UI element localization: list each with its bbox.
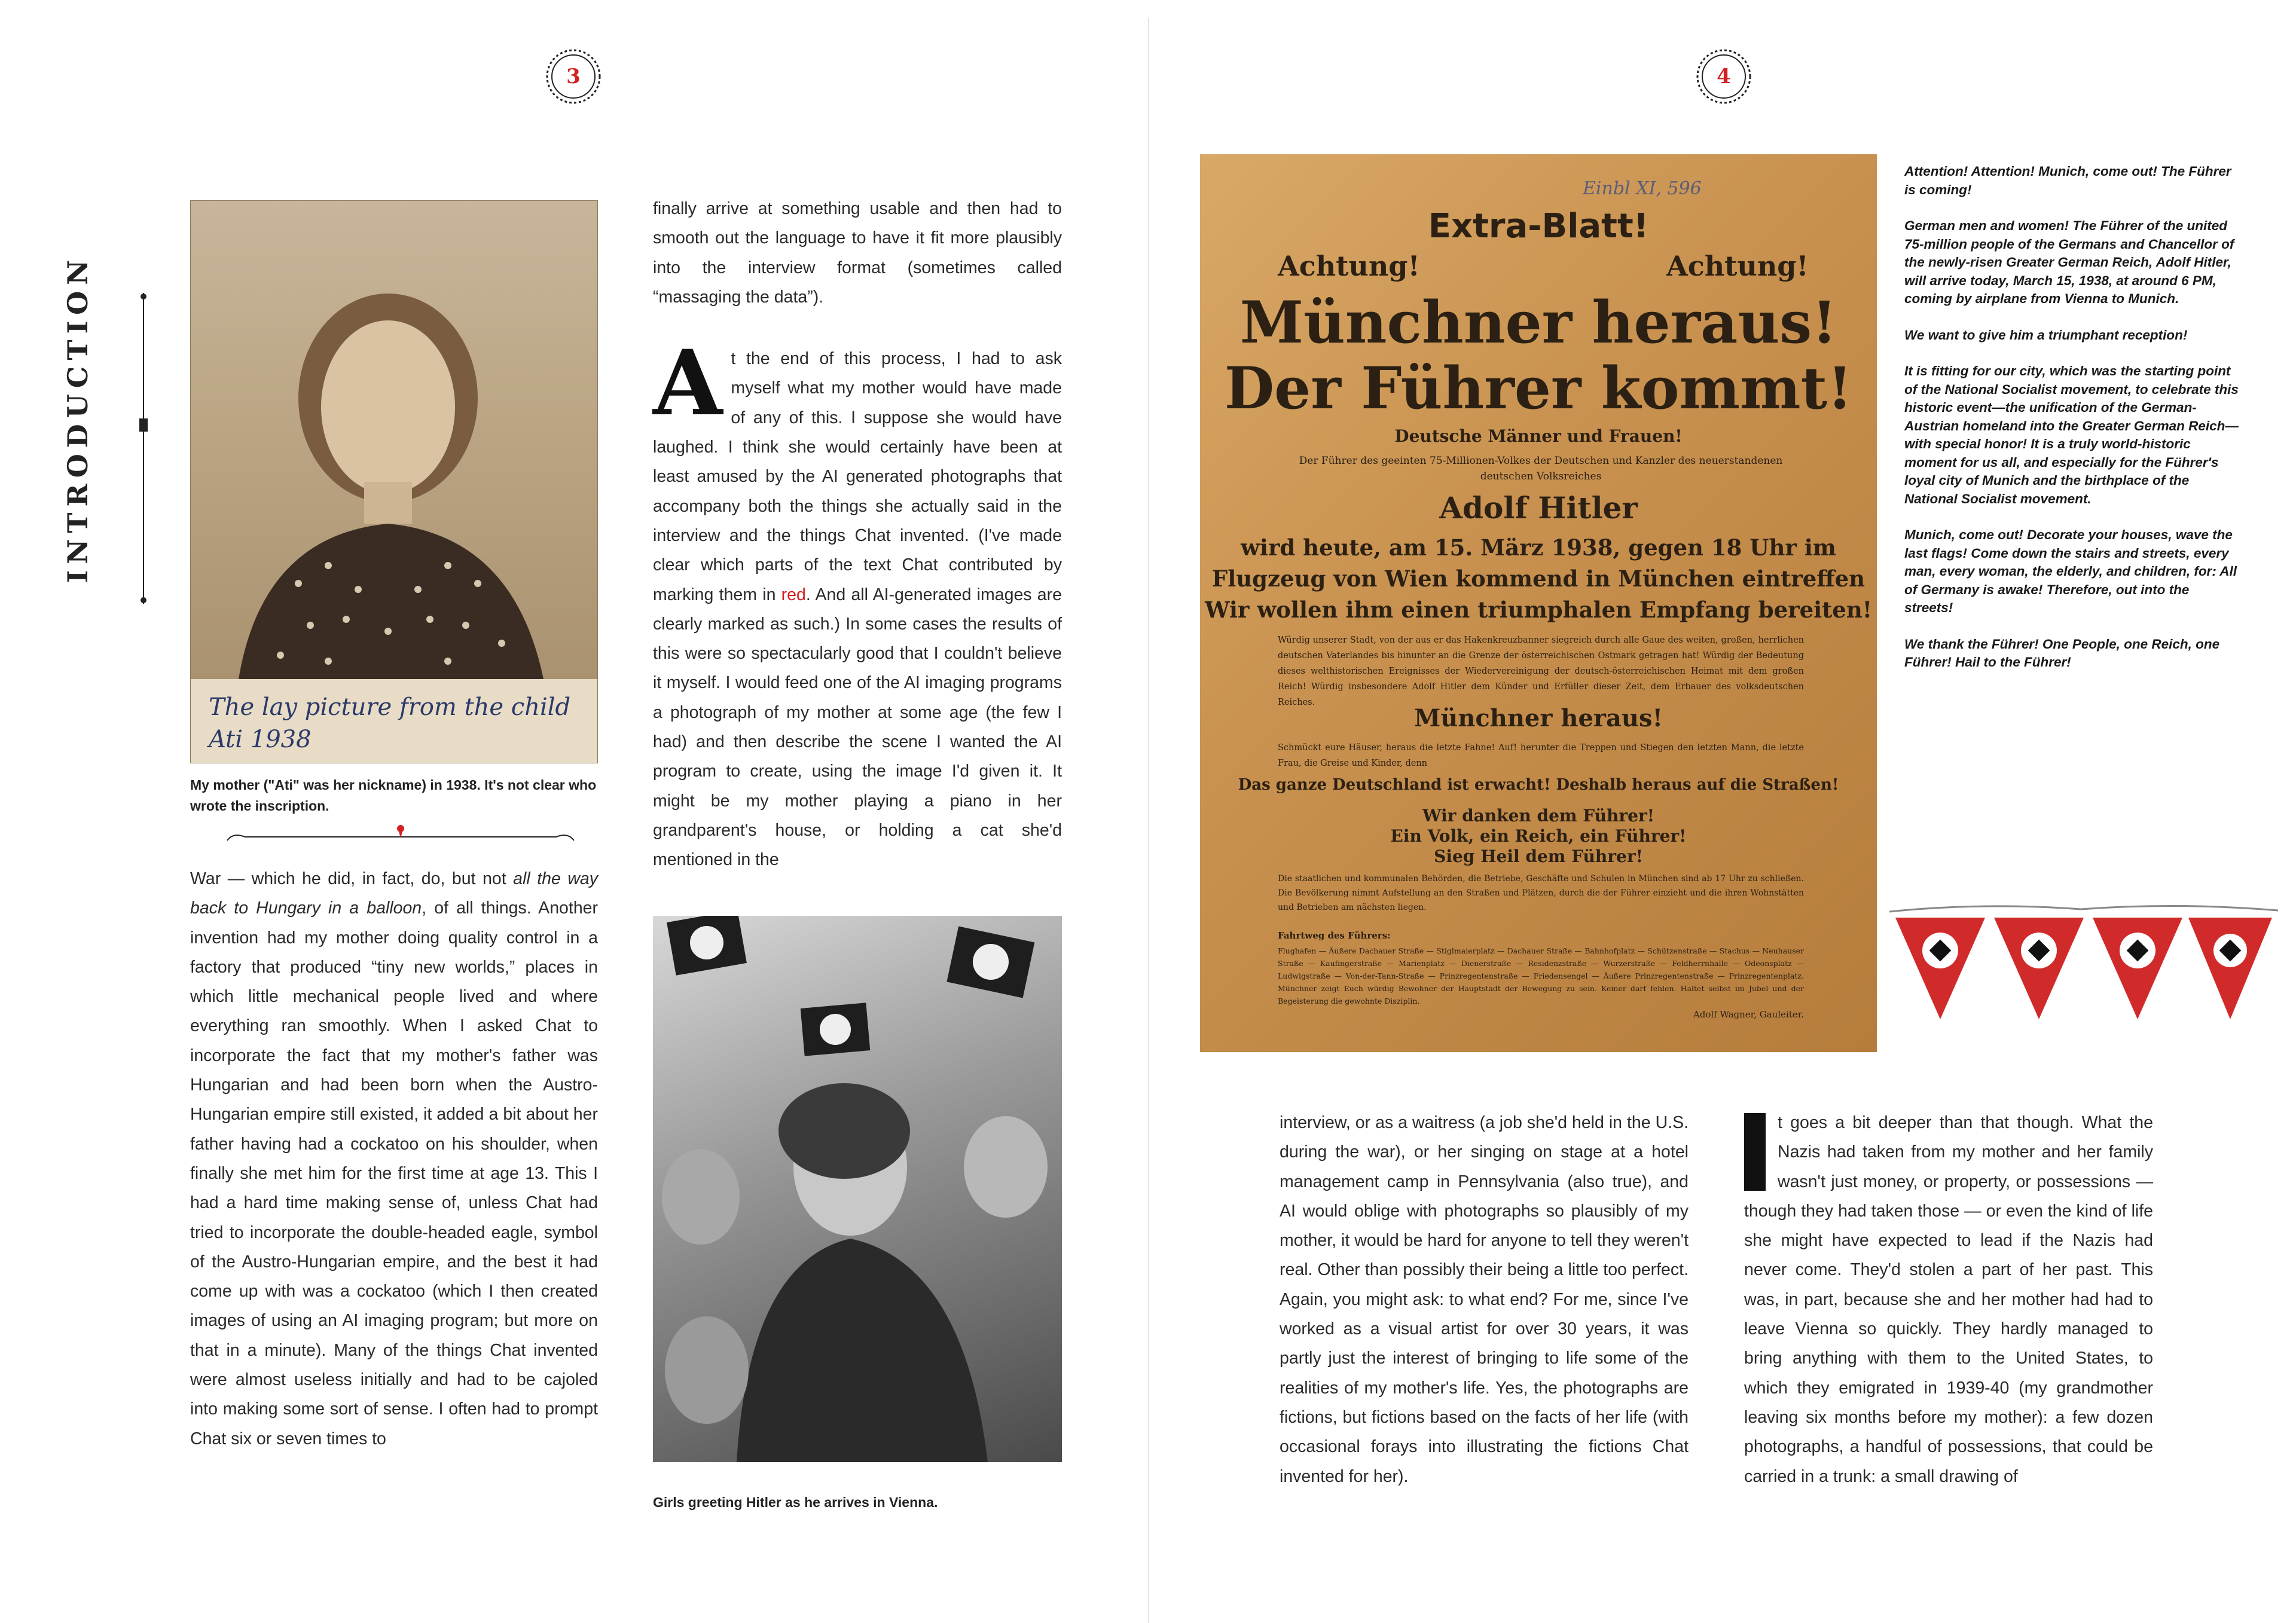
translation-p5: Munich, come out! Decorate your houses, wave the last flags! Come down the stairs and streets, every man, every woman, the elderly, and children, for: All of Germany is awake! Therefore, out into the streets! [1904,527,2237,615]
translation-p6: We thank the Führer! One People, one Reich, one Führer! Hail to the Führer! [1904,636,2220,670]
translation-p1: Attention! Attention! Munich, come out! The Führer is coming! [1904,164,2231,197]
poster-body-2: Schmückt eure Häuser, heraus die letzte Fahne! Auf! herunter die Treppen und Stiegen den letzten Mann, die letzte Frau, die Greise und Kinder, denn [1278,743,1804,768]
divider-ornament-icon [221,824,580,848]
poster-awake: Das ganze Deutschland ist erwacht! Deshalb heraus auf die Straßen! [1238,776,1839,794]
poster-body-1: Würdig unserer Stadt, von der aus er das Hakenkreuzbanner siegreich durch alle Gaue des weiten, großen, herrlichen deutschen Vaterlandes bis hinunter an die Grenze der österreichischen Ostmark getragen hat! Würdig der Bedeutung dieses welthistorischen Ereignisses der Wiedervereinigung der deutsch-österreichischen Heimat mit dem großen Reich! Würdig insbesondere Adolf Hitler dem Künder und Erfüller dieser Zeit, dem Erbauer des volksdeutschen Reiches. [1278,635,1804,707]
poster-body-3: Die staatlichen und kommunalen Behörden, die Betriebe, Geschäfte und Schulen in München sind ab 17 Uhr zu schließen. Die Bevölkerung nimmt Aufstellung an den Straßen und Plätzen, durch die der Führer einzieht und die ihren Wohnstätten und Betrieben am nächsten liegen. [1278,874,1804,912]
translation-p2: German men and women! The Führer of the united 75-million people of the Germans and Chancellor of the newly-risen Greater German Reich, Adolf Hitler, will arrive today, March 15, 1938, at around 6 PM, coming by airplane from Vienna to Munich. [1904,218,2234,306]
poster-thanks: Wir danken dem Führer! Ein Volk, ein Reich, ein Führer! Sieg Heil dem Führer! [1390,806,1687,866]
section-title-vertical: INTRODUCTION [62,253,94,583]
portrait-photo-1938 [190,200,598,763]
body-column-1: War — which he did, in fact, do, but not all the way back to Hungary in a balloon, of all things. Another invention had my mother doing quality control in a factory that produced “tiny new worlds,” places in which little mechanical people lived and where everything ran smoothly. When I asked Chat to incorporate the fact that my mother's father was Hungarian and had been born when the Austro-Hungarian empire still existed, it added a bit about her father having had a cockatoo on his shoulder, when finally she met him for the first time at age 13. This I had a hard time making sense of, unless Chat had tried to incorporate the double-headed eagle, symbol of the Austro-Hungarian empire, and the best it had come up with was a cockatoo (which I then created images of using an AI imaging program; but more on that in a minute). Many of the things Chat invented were almost useless initially and had to be cajoled into making some sort of sense. I often had to prompt Chat six or seven times to [190,869,599,1448]
poster-route-label: Fahrtweg des Führers: [1278,930,1391,941]
poster-greeting: Deutsche Männer und Frauen! [1394,426,1683,446]
poster-extra-blatt: Extra-Blatt! [1428,207,1649,246]
poster-arrival: wird heute, am 15. März 1938, gegen 18 Uhr im Flugzeug von Wien kommend in München eintreffen Wir wollen ihm einen triumphalen Empfang bereiten! [1205,534,1872,623]
translation-p3: We want to give him a triumphant reception! [1904,327,2188,343]
crowd-photo-vienna [653,916,1062,1462]
body-column-2 [653,194,1062,875]
poster-name: Adolf Hitler [1439,490,1638,525]
column2-paragraph-1: finally arrive at something usable and then had to smooth out the language to have it fit more plausibly into the interview format (sometimes called “massaging the data”). [653,199,1062,307]
translation-p4: It is fitting for our city, which was the starting point of the National Socialist movement, to celebrate this historic event—the unification of the German-Austrian homeland into the Greater German Reich—with special honor! It is a truly world-historic moment for us all, and especially for the Führer's loyal city of Munich and the birthplace of the National Socialist movement. [1904,363,2239,506]
crowd-waving-flags-icon [653,916,1062,1462]
poster-route: Flughafen — Äußere Dachauer Straße — Stiglmaierplatz — Dachauer Straße — Bahnhofplatz — Schützenstraße — Stachus — Neuhauser Straße — Kaufingerstraße — Marienplatz — Dienerstraße — Residenzstraße — Wurzerstraße — Feldherrnhalle — Odeonsplatz — Ludwigstraße — Von-der-Tann-Straße — Prinzregentenstraße — Friedensengel — Äußere Prinzregentenstraße — Prinzregentenplatz. Münchner zeigt Euch würdig Bewohner der Hauptstadt der Bewegung zu sein. Keiner darf fehlen. Haltet selbst im Jubel und der Begeisterung die gewohnte Disziplin. [1278,946,1804,1005]
poster-headline-1: Münchner heraus! [1239,289,1837,356]
red-word: red [781,585,806,604]
portrait-caption: My mother ("Ati" was her nickname) in 1938. It's not clear who wrote the inscription. [190,777,597,814]
poster-archive-mark: Einbl XI, 596 [1583,178,1702,199]
poster-signature: Adolf Wagner, Gauleiter. [1693,1009,1804,1020]
page-spine [1148,18,1149,1623]
extra-blatt-poster [1200,154,1877,1052]
column2-paragraph-2: At the end of this process, I had to ask myself what my mother would have made of any of this. I suppose she would have laughed. I think she would certainly have been at least amused by the AI generated photographs that accompany both the things she actually said in the interview and the things Chat invented. (I've made clear which parts of the text Chat contributed by marking them in red. And all AI-generated images are clearly marked as such.) In some cases the results of this were so spectacularly good that I couldn't believe it myself. I would feed one of the AI imaging programs a photograph of my mother at some age (the few I had) and then describe the scene I wanted the AI program to create, using the image I'd given it. It might be my mother playing a piano in her grandparent's house, or holding a cat she'd mentioned in the [653,331,1062,870]
girl-portrait-icon [191,201,597,763]
page-number-left: 3 [538,41,609,112]
poster-achtung-left: Achtung! [1278,250,1420,282]
poster-subhead: Münchner heraus! [1413,704,1663,732]
poster-headline-2: Der Führer kommt! [1224,354,1853,422]
poster-intro: Der Führer des geeinten 75-Millionen-Volkes der Deutschen und Kanzler des neuerstandenen deutschen Volksreiches [1299,455,1783,482]
poster-achtung-right: Achtung! [1666,250,1809,282]
red-pennant-flags-icon [1889,900,2278,1028]
crowd-caption: Girls greeting Hitler as he arrives in Vienna. [653,1494,938,1510]
body-column-3: interview, or as a waitress (a job she'd held in the U.S. during the war), or her singing on stage at a hotel management camp in Pennsylvania (also true), and AI would oblige with photographs so plausibly of my mother, it would be hard for anyone to tell they weren't real. Other than possibly their being a little too perfect. Again, you might ask: to what end? For me, since I've worked as a visual artist for over 30 years, it was partly just the interest of bringing to life some of the realities of my mother's life. Yes, the photographs are fictions, but fictions based on the facts of her life (with occasional forays into illustrating the fictions Chat invented for her). [1280,1113,1689,1486]
photo-handwritten-inscription: The lay picture from the child Ati 1938 [209,693,571,753]
page-number-right: 4 [1688,41,1760,112]
body-column-4: t goes a bit deeper than that though. What the Nazis had taken from my mother and her family wasn't just money, or property, or possessions — though they had taken those — or even the kind of life she might have expected to lead if the Nazis had never come. They'd stolen a part of her past. This was, in part, because she and her mother had had to leave Vienna so quickly. They hardly managed to bring anything with them to the United States, to which they emigrated in 1939-40 (my grandmother leaving six months before my mother): a few dozen photographs, a handful of possessions, that could be carried in a trunk: a small drawing of [1744,1113,2153,1486]
dropcap-i-bar [1744,1113,1766,1191]
poster-translation-sidebar [1904,163,2239,690]
dropcap-a: A [653,331,723,436]
vertical-rule-ornament-icon [138,293,149,604]
